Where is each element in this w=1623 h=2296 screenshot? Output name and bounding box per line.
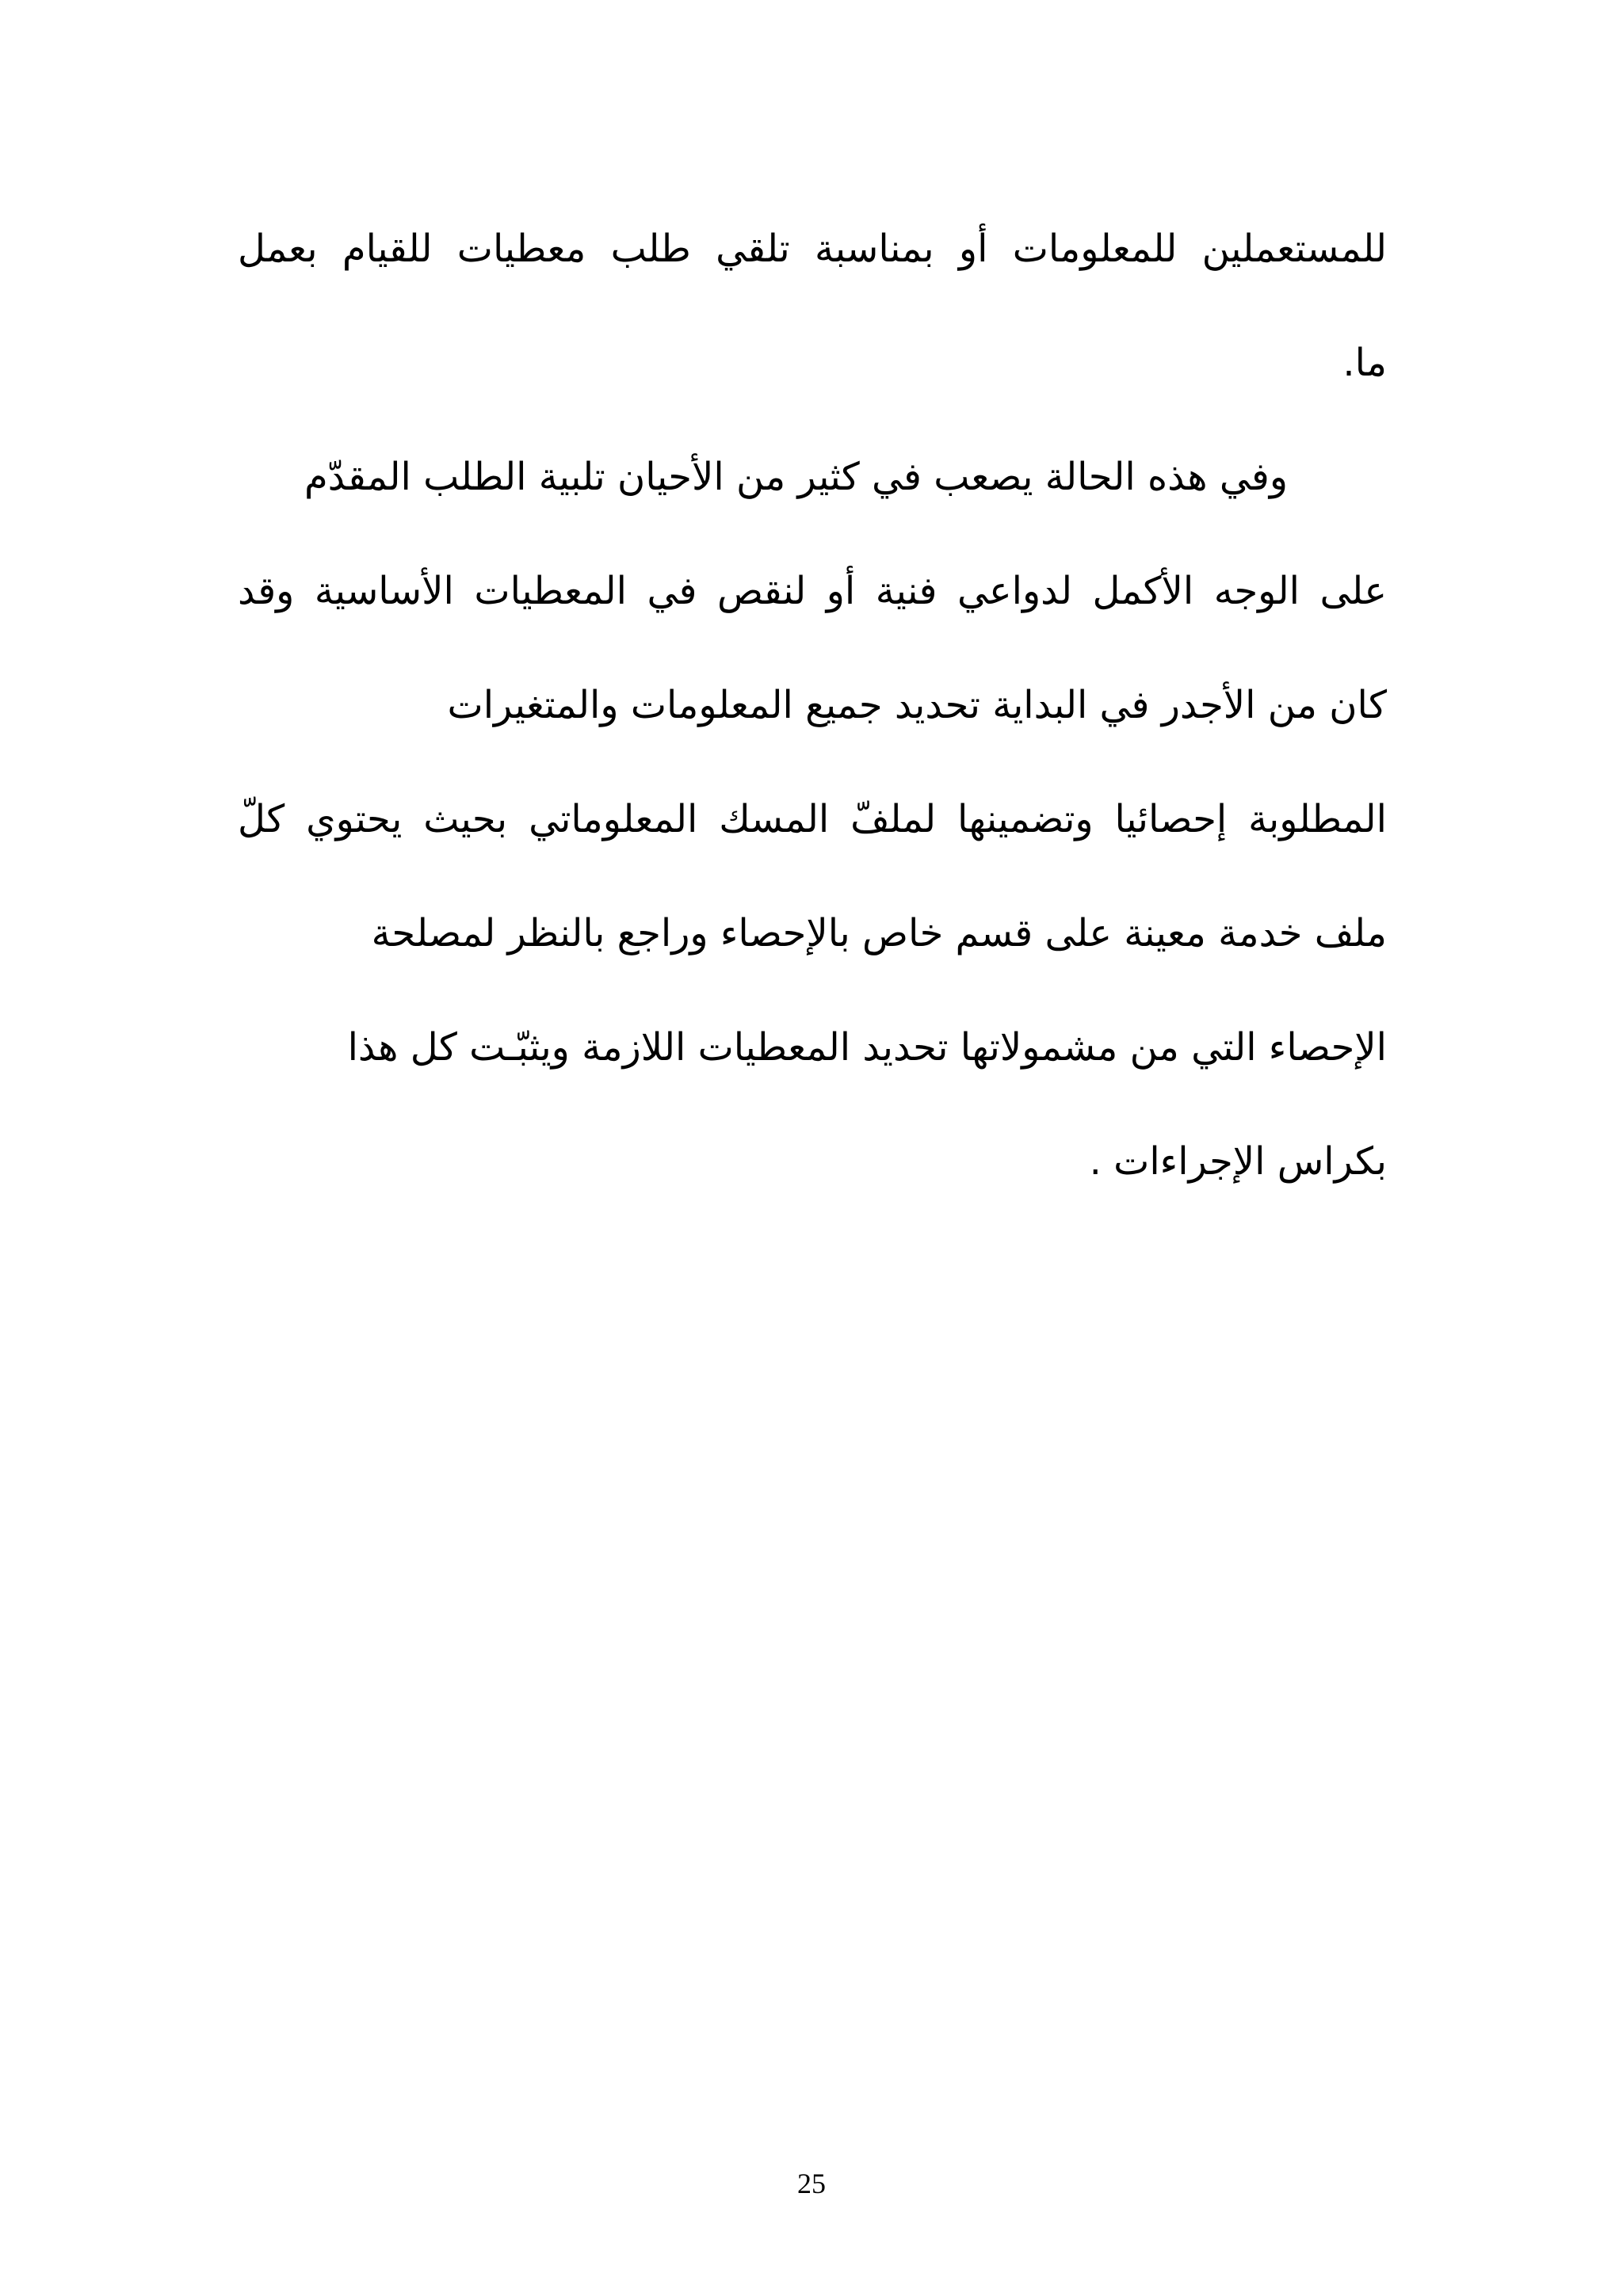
page-number: 25 — [797, 2168, 826, 2199]
text-line: الإحصاء التي من مشمولاتها تحديد المعطيات اللازمة ويثبّـت كل هذا — [347, 1025, 1387, 1070]
paragraph-first-line: وفي هذه الحالة يصعب في كثير من الأحيان تلبية الطلب المقدّم — [304, 455, 1288, 499]
text-line: كان من الأجدر في البداية تحديد جميع المعلومات والمتغيرات — [447, 683, 1387, 727]
text-line: على الوجه الأكمل لدواعي فنية أو لنقص في المعطيات الأساسية وقد — [238, 569, 1387, 613]
text-line: المطلوبة إحصائيا وتضمينها لملفّ المسك المعلوماتي بحيث يحتوي كلّ — [238, 797, 1387, 841]
body-text — [238, 208, 1387, 1234]
text-line: ملف خدمة معينة على قسم خاص بالإحصاء وراجع بالنظر لمصلحة — [371, 911, 1387, 955]
text-line: ما. — [1342, 341, 1387, 385]
text-line: بكراس الإجراءات . — [1089, 1139, 1387, 1184]
text-line: للمستعملين للمعلومات أو بمناسبة تلقي طلب معطيات للقيام بعمل — [238, 227, 1387, 271]
